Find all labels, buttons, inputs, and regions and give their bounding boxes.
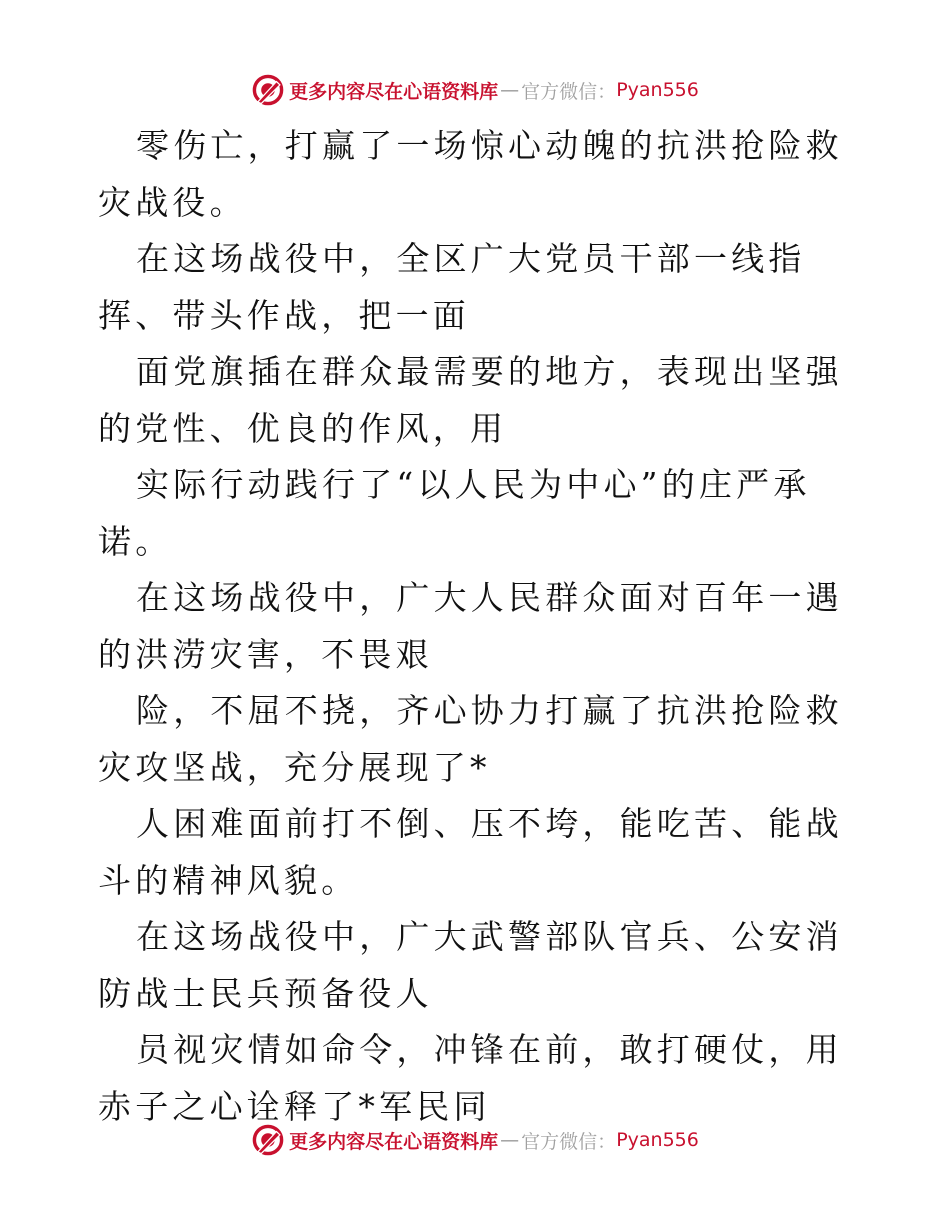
paragraph-4: 实际行动践行了“以人民为中心”的庄严承诺。 — [98, 465, 811, 561]
quill-seal-icon — [251, 73, 285, 107]
paragraph-9: 员视灾情如命令，冲锋在前，敢打硬仗，用赤子之心诠释了*军民同 — [98, 1030, 843, 1126]
paragraph-2: 在这场战役中，全区广大党员干部一线指挥、带头作战，把一面 — [98, 239, 806, 335]
watermark-site-text: 更多内容尽在心语资料库 — [289, 80, 499, 103]
watermark-site-text: 更多内容尽在心语资料库 — [289, 1130, 499, 1153]
document-body — [98, 118, 858, 1135]
paragraph-8: 在这场战役中，广大武警部队官兵、公安消防战士民兵预备役人 — [98, 917, 843, 1013]
watermark-official-label: 官方微信： — [521, 1130, 617, 1153]
watermark-wechat-id: Pyan556 — [616, 79, 699, 101]
watermark-wechat-id: Pyan556 — [616, 1129, 699, 1151]
header-watermark — [0, 70, 950, 110]
paragraph-6: 险，不屈不挠，齐心协力打赢了抗洪抢险救灾攻坚战，充分展现了* — [98, 691, 843, 787]
paragraph-1: 零伤亡，打赢了一场惊心动魄的抗洪抢险救灾战役。 — [98, 126, 843, 222]
footer-watermark — [0, 1120, 950, 1160]
watermark-official-label: 官方微信： — [521, 80, 617, 103]
paragraph-7: 人困难面前打不倒、压不垮，能吃苦、能战斗的精神风貌。 — [98, 804, 843, 900]
paragraph-3: 面党旗插在群众最需要的地方，表现出坚强的党性、优良的作风，用 — [98, 352, 843, 448]
paragraph-5: 在这场战役中，广大人民群众面对百年一遇的洪涝灾害，不畏艰 — [98, 578, 843, 674]
watermark-dash: — — [500, 79, 520, 101]
quill-seal-icon — [251, 1123, 285, 1157]
watermark-dash: — — [500, 1129, 520, 1151]
